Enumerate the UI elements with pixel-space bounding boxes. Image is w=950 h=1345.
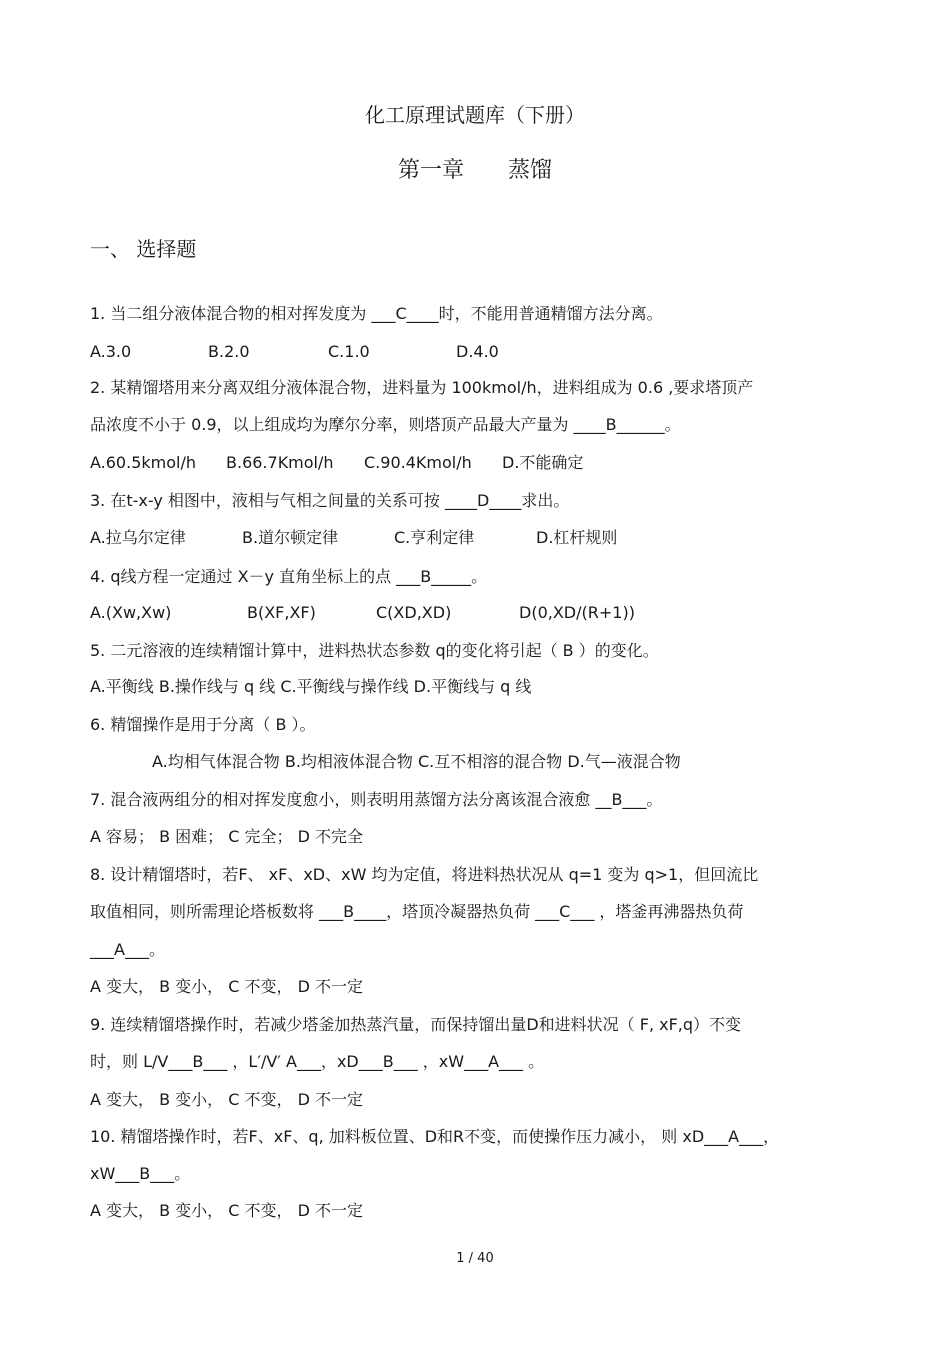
question-1-options [90,341,870,363]
option-c: C.亨利定律 [394,528,475,547]
question-3: 3. 在t-x-y 相图中，液相与气相之间量的关系可按 ____D____求出。 [90,491,570,510]
option-c: C(XD,XD) [376,603,452,622]
option-b: B(XF,XF) [247,603,316,622]
question-7: 7. 混合液两组分的相对挥发度愈小，则表明用蒸馏方法分离该混合液愈 __B___。 [90,790,663,809]
question-2-line-1: 2. 某精馏塔用来分离双组分液体混合物，进料量为 100kmol/h，进料组成为 0.6 ,要求塔顶产 [90,378,754,397]
question-2-options [90,452,870,474]
question-4-options [90,602,870,624]
chapter-title: 第一章 蒸馏 [397,158,552,183]
question-8-options: A 变大， B 变小， C 不变， D 不一定 [90,977,364,996]
option-c: C.1.0 [328,342,370,361]
section-heading: 一、 选择题 [90,237,197,261]
question-10-options: A 变大， B 变小， C 不变， D 不一定 [90,1201,364,1220]
question-8-line-3: ___A___。 [90,940,165,959]
question-1: 1. 当二组分液体混合物的相对挥发度为 ___C____时，不能用普通精馏方法分离。 [90,304,663,323]
question-9-line-1: 9. 连续精馏塔操作时，若减少塔釜加热蒸汽量，而保持馏出量D和进料状况（ F, xF,q）不变 [90,1015,742,1034]
option-a: A.(Xw,Xw) [90,603,172,622]
question-6-options: A.均相气体混合物 B.均相液体混合物 C.互不相溶的混合物 D.气—液混合物 [152,752,681,771]
option-a: A.3.0 [90,342,132,361]
question-8-line-2: 取值相同，则所需理论塔板数将 ___B____，塔顶冷凝器热负荷 ___C___ ，塔釜再沸器热负荷 [90,902,744,921]
page-number: 1 / 40 [456,1251,494,1266]
question-2-line-2: 品浓度不小于 0.9，以上组成均为摩尔分率，则塔顶产品最大产量为 ____B______。 [90,415,681,434]
question-6: 6. 精馏操作是用于分离（ B ）。 [90,715,316,734]
question-9-line-2: 时，则 L/V___B___ ，L′/V′ A___，xD___B___ ，xW___A___ 。 [90,1052,545,1071]
question-7-options: A 容易； B 困难； C 完全； D 不完全 [90,827,364,846]
option-a: A.60.5kmol/h [90,453,196,472]
option-b: B.66.7Kmol/h [226,453,334,472]
option-a: A.拉乌尔定律 [90,528,186,547]
question-10-line-2: xW___B___。 [90,1164,191,1183]
question-10-line-1: 10. 精馏塔操作时，若F、xF、q, 加料板位置、D和R不变，而使操作压力减小， 则 xD___A___， [90,1127,780,1146]
option-b: B.道尔顿定律 [242,528,339,547]
question-4: 4. q线方程一定通过 X－y 直角坐标上的点 ___B_____。 [90,567,488,586]
option-d: D.不能确定 [502,453,584,472]
question-5-options: A.平衡线 B.操作线与 q 线 C.平衡线与操作线 D.平衡线与 q 线 [90,677,532,696]
option-d: D.4.0 [456,342,499,361]
option-c: C.90.4Kmol/h [364,453,472,472]
document-title: 化工原理试题库（下册） [365,103,585,127]
question-3-options [90,527,870,549]
question-8-line-1: 8. 设计精馏塔时，若F、 xF、xD、xW 均为定值，将进料热状况从 q=1 变为 q>1，但回流比 [90,865,759,884]
option-d: D.杠杆规则 [536,528,618,547]
question-9-options: A 变大， B 变小， C 不变， D 不一定 [90,1090,364,1109]
option-b: B.2.0 [208,342,250,361]
question-5: 5. 二元溶液的连续精馏计算中，进料热状态参数 q的变化将引起（ B ）的变化。 [90,641,659,660]
option-d: D(0,XD/(R+1)) [519,603,635,622]
